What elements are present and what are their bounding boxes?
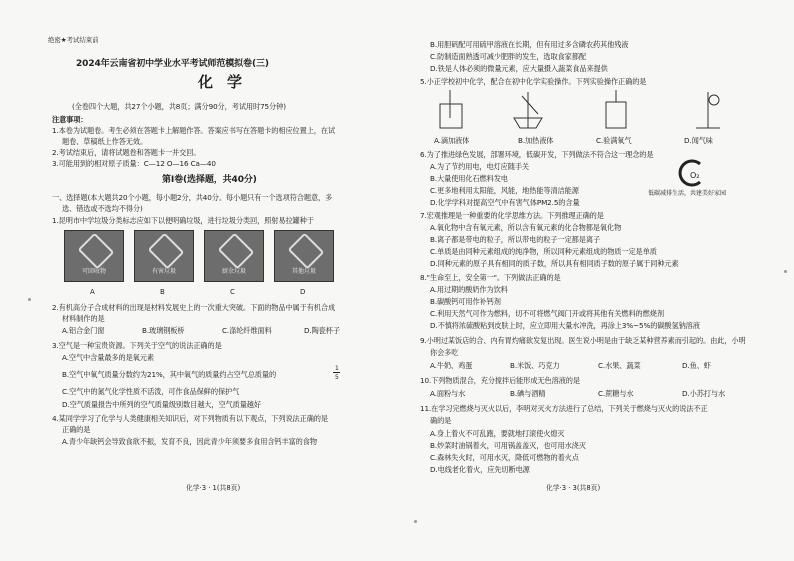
question-2: 材料制作的是 (62, 314, 105, 323)
question-intro: 一、选择题(本大题共20个小题，每小题2分，共40分。每小题只有一个选项符合题意，多 (52, 193, 333, 202)
question-6: 6.为了推进绿色发展，部署环境，低碳开发，下列做法不符合这一理念的是 (420, 150, 654, 159)
option: A.滴加液体 (434, 136, 470, 145)
question-10: 10.下列物质混合，充分搅拌后能形成无色溶液的是 (420, 376, 580, 385)
option: A.面粉与水 (430, 389, 466, 398)
question-4: 正确的是 (62, 425, 91, 434)
option: B.大量使用化石燃料发电 (430, 174, 508, 183)
notes-heading: 注意事项： (52, 115, 88, 124)
option: B.碘与酒精 (510, 389, 546, 398)
fraction-numerator: 1 (335, 365, 339, 372)
other-waste-sign-image: 其他垃圾 (274, 230, 334, 282)
option: D.闻气味 (684, 136, 713, 145)
low-carbon-logo-icon (670, 158, 710, 188)
question-7: 7.宏观推理是一种重要的化学思维方法。下列推理正确的是 (420, 211, 604, 220)
option-label: A (90, 288, 95, 296)
option: B.离子都是带电的粒子，所以带电的粒子一定都是离子 (430, 235, 601, 244)
option: B.玻璃钢板桥 (142, 326, 185, 335)
option: A.氧化物中含有氧元素，所以含有氧元素的化合物都是氧化物 (430, 223, 622, 232)
svg-text:O₂: O₂ (690, 171, 700, 180)
option: A.用过期的酸奶作为饮料 (430, 285, 508, 294)
note-line: 题卷、草稿纸上作答无效。 (62, 137, 148, 146)
question-5: 5.小正学校初中化学，配合在初中化学实验操作。下列实验操作正确的是 (420, 77, 647, 86)
option: A.青少年缺钙会导致食欲不振，发育不良，因此青少年须要多食用含钙丰富的食物 (62, 437, 317, 446)
question-4: 4.某同学学习了化学与人类健康相关知识后，对下列物质有以下观点，下列说法正确的是 (52, 414, 328, 423)
option: A.空气中含量最多的是氧元素 (62, 353, 154, 362)
exam-title: 2024年云南省初中学业水平考试师范模拟卷(三) (76, 59, 269, 69)
option-label: B (160, 288, 165, 296)
page-footer: 化学·3 · 1(共8页) (186, 484, 241, 492)
note-line: 2.考试结束后，请将试题卷和答题卡一并交回。 (52, 148, 201, 157)
note-line: 1.本卷为试题卷。考生必须在答题卡上解题作答。答案应书写在答题卡的相应位置上，在试 (52, 126, 336, 135)
option: D.空气质量报告中所列的空气质量级别数目越大，空气质量越好 (62, 400, 261, 409)
gas-bottle-icon (606, 102, 626, 128)
option: D.铁是人体必须的微量元素，应大量摄入蔬菜食品来提供 (430, 64, 608, 73)
option: D.电线老化着火，应先切断电源 (430, 465, 530, 474)
option: D.同种元素的原子具有相同的质子数，所以具有相同质子数的原子属于同种元素 (430, 259, 679, 268)
option: C.水果、蔬菜 (598, 361, 641, 370)
question-11: 确的是 (430, 416, 452, 425)
option: A.铝合金门窗 (62, 326, 105, 335)
option: C.防制造面熟透可减少肥胖的发生，选取食家都配 (430, 52, 586, 61)
question-9: 9.小明过某饭店的合、内有胃灼痛欲发复出现。医生说小明是由于缺乏某种营养素而引起的。由此，小明 (420, 336, 746, 345)
option: D.鱼、虾 (682, 361, 711, 370)
option: D.不慎将浓硫酸粘到皮肤上时，应立即用大量水冲洗，再涂上3%~5%的碳酸氢钠溶液 (430, 321, 700, 330)
option: C.森林失火时，可用水灭，降低可燃物的着火点 (430, 453, 579, 462)
exam-meta: (全卷四个大题，共27个小题，共8页；满分90分，考试用时75分钟) (72, 102, 286, 111)
option: D.陶瓷杯子 (304, 326, 340, 335)
flame-icon (709, 95, 719, 105)
left-column (52, 0, 390, 561)
option: A.为了节约用电，电灯应随手关 (430, 162, 530, 171)
option: C.更多地利用太阳能，风能，地热能等清洁能源 (430, 186, 579, 195)
question-2: 2.有机高分子合成材料的出现是材料发展史上的一次重大突破。下面的物品中属于有机合成 (52, 303, 336, 312)
fraction-denominator: 5 (335, 374, 339, 381)
option: C.单质是由同种元素组成的纯净物，所以同种元素组成的物质一定是单质 (430, 247, 657, 256)
option: B.碳酸钙可用作补钙剂 (430, 297, 501, 306)
option: C.利用天然气可作为燃料，切不可将燃气阀门开或将其他有关燃料的燃烧剂 (430, 309, 664, 318)
option: B.用胆矾配可用硫甲溶液在长期，但有用过多含磷农药其他残液 (430, 40, 629, 49)
option: B.空气中氧气质量分数约为21%，其中氧气的质量约占空气总质量的 (62, 370, 277, 379)
subject-title: 化学 (198, 73, 257, 91)
kitchen-waste-sign-image: 厨余垃圾 (204, 230, 264, 282)
question-9: 你会多吃 (430, 348, 459, 357)
option-label: C (230, 288, 235, 296)
option: A.牛奶、鸡蛋 (430, 361, 473, 370)
question-3: 3.空气是一种宝贵资源。下列关于空气的说法正确的是 (52, 341, 222, 350)
question-11: 11.在学习完燃烧与灭火以后，李明对灭火方法进行了总结，下列关于燃烧与灭火的说法不正 (420, 404, 708, 413)
option: B.米饭、巧克力 (510, 361, 560, 370)
option: D.化学学科对提高空气中有害气体PM2.5的含量 (430, 198, 580, 207)
option: B.炒菜时油锅着火，可用锅盖盖灭，也可用水浇灭 (430, 441, 586, 450)
option: B.加热液体 (518, 136, 554, 145)
right-column (420, 0, 765, 561)
page-footer: 化学·3 · 3(共8页) (546, 484, 601, 492)
note-line: 3.可能用到的相对原子质量：C—12 O—16 Ca—40 (52, 159, 216, 168)
option: C.空气中的氮气化学性质不活泼，可作食品保鲜的保护气 (62, 387, 240, 396)
lab-apparatus-figure (428, 88, 758, 132)
option: A.身上着火不可乱跑，要就地打滚使火熄灭 (430, 429, 565, 438)
section-heading: 第Ⅰ卷(选择题，共40分) (162, 175, 257, 185)
option: C.蔗糖与水 (598, 389, 634, 398)
option: C.涤纶纤维面料 (222, 326, 272, 335)
confidential-stamp: 绝密★考试结束前 (48, 36, 99, 44)
question-intro: 选、错选或不选均不得分) (62, 204, 143, 213)
question-1: 1.昆明市中学垃圾分类标志应如下以便明确垃圾，进行垃圾分类回，照射易拉罐种于 (52, 216, 314, 225)
logo-caption: 低碳减排生活，共建美好家园 (648, 190, 727, 197)
scan-speck (28, 298, 31, 301)
test-tube-icon (522, 96, 538, 114)
recycle-sign-image: 可回收物 (64, 230, 124, 282)
option-label: D (300, 288, 306, 296)
scan-speck (784, 270, 787, 273)
beaker-icon (440, 104, 462, 128)
option: C.验满氧气 (596, 136, 632, 145)
scan-speck (414, 520, 417, 523)
hazard-sign-image: 有害垃圾 (134, 230, 194, 282)
question-8: 8."生命至上，安全第一"。下列做法正确的是 (420, 273, 561, 282)
option: D.小苏打与水 (682, 389, 726, 398)
